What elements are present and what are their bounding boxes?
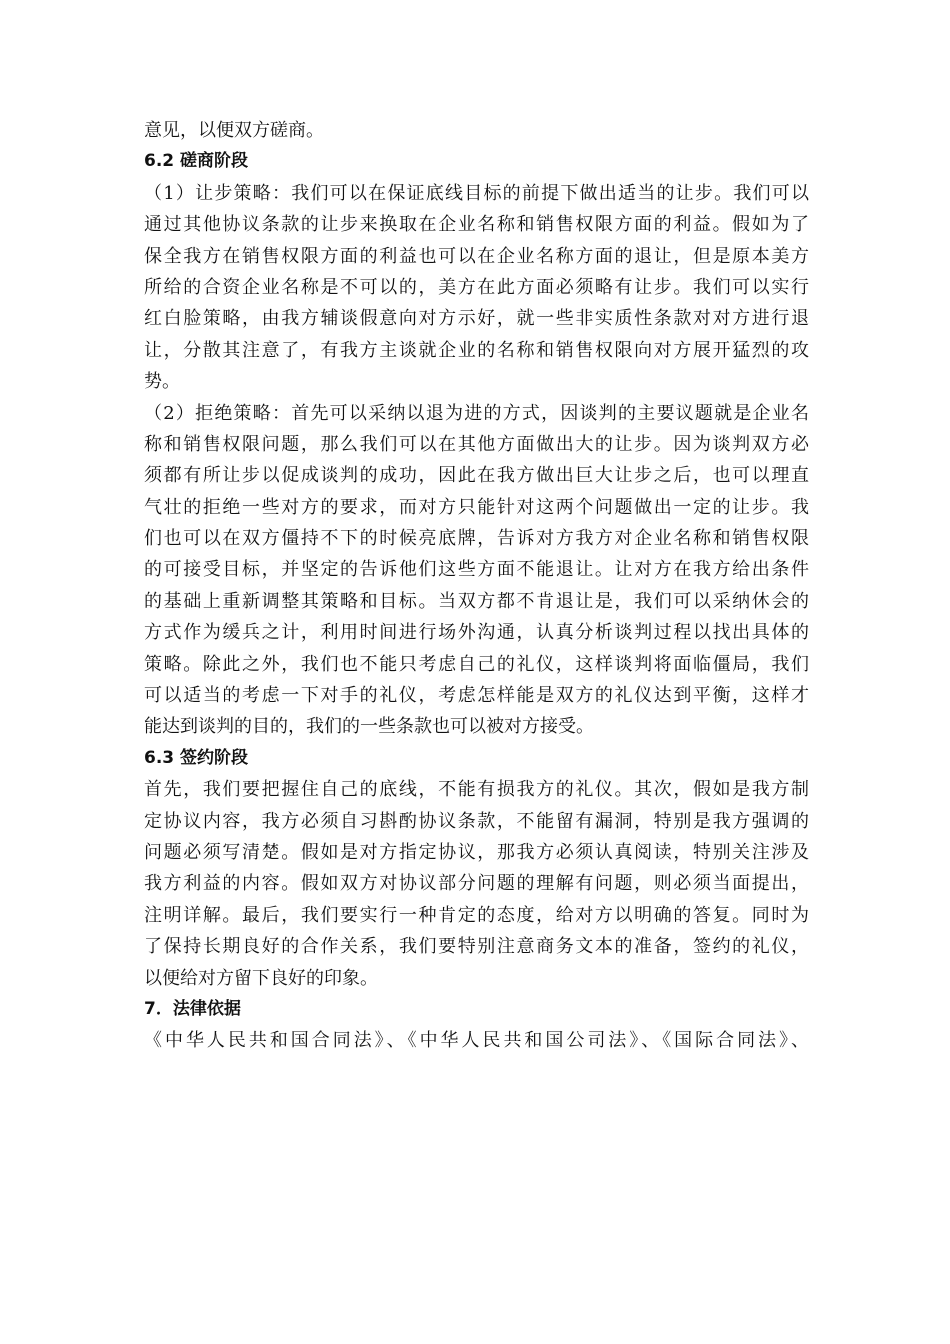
section-heading: 7．法律依据 [144,998,241,1019]
text-line: 所给的合资企业名称是不可以的，美方在此方面必须略有让步。我们可以实行 [144,276,809,298]
text-line: 势。 [144,371,180,393]
text-line: 策略。除此之外，我们也不能只考虑自己的礼仪，这样谈判将面临僵局，我们 [144,653,809,675]
text-line: 注明详解。最后，我们要实行一种肯定的态度，给对方以明确的答复。同时为 [144,904,809,926]
text-line: 方式作为缓兵之计，利用时间进行场外沟通，认真分析谈判过程以找出具体的 [144,622,809,644]
text-line: 让，分散其注意了，有我方主谈就企业的名称和销售权限向对方展开猛烈的攻 [144,339,809,361]
text-line: 保全我方在销售权限方面的利益也可以在企业名称方面的退让，但是原本美方 [144,245,809,267]
text-line: （1）让步策略：我们可以在保证底线目标的前提下做出适当的让步。我们可以 [144,182,809,204]
text-line: 可以适当的考虑一下对手的礼仪，考虑怎样能是双方的礼仪达到平衡，这样才 [144,685,809,707]
signing-paragraph [144,774,809,994]
legal-basis-paragraph [144,1025,809,1056]
section-6-2 [144,146,809,742]
text-line: 气壮的拒绝一些对方的要求，而对方只能针对这两个问题做出一定的让步。我 [144,496,809,518]
section-heading: 6.2 磋商阶段 [144,151,249,172]
text-line: 的基础上重新调整其策略和目标。当双方都不肯退让是，我们可以采纳休会的 [144,590,809,612]
text-line: 首先，我们要把握住自己的底线，不能有损我方的礼仪。其次，假如是我方制 [144,779,809,801]
text-line: （2）拒绝策略：首先可以采纳以退为进的方式，因谈判的主要议题就是企业名 [144,402,809,424]
intro-paragraph [144,115,809,146]
text-line: 了保持长期良好的合作关系，我们要特别注意商务文本的准备，签约的礼仪， [144,936,809,958]
text-line: 须都有所让步以促成谈判的成功，因此在我方做出巨大让步之后，也可以理直 [144,465,809,487]
text-line: 能达到谈判的目的，我们的一些条款也可以被对方接受。 [144,716,594,738]
section-7 [144,994,809,1057]
document-body [144,115,809,1057]
text-line: 的可接受目标，并坚定的告诉他们这些方面不能退让。让对方在我方给出条件 [144,559,809,581]
concession-strategy-paragraph [144,178,809,398]
text-line: 我方利益的内容。假如双方对协议部分问题的理解有问题，则必须当面提出， [144,873,809,895]
text-line: 通过其他协议条款的让步来换取在企业名称和销售权限方面的利益。假如为了 [144,214,809,236]
text-line: 红白脸策略，由我方辅谈假意向对方示好，就一些非实质性条款对对方进行退 [144,308,809,330]
text-line: 们也可以在双方僵持不下的时候亮底牌，告诉对方我方对企业名称和销售权限 [144,528,809,550]
text-line: 《中华人民共和国合同法》、《中华人民共和国公司法》、《国际合同法》、 [144,1030,809,1052]
section-6-3 [144,743,809,994]
text-line: 问题必须写清楚。假如是对方指定协议，那我方必须认真阅读，特别关注涉及 [144,841,809,863]
text-line: 定协议内容，我方必须自习斟酌协议条款，不能留有漏洞，特别是我方强调的 [144,810,809,832]
text-line: 以便给对方留下良好的印象。 [144,967,378,989]
text-line: 意见，以便双方磋商。 [144,120,324,141]
text-line: 称和销售权限问题，那么我们可以在其他方面做出大的让步。因为谈判双方必 [144,433,809,455]
section-heading: 6.3 签约阶段 [144,747,249,768]
refusal-strategy-paragraph [144,398,809,743]
